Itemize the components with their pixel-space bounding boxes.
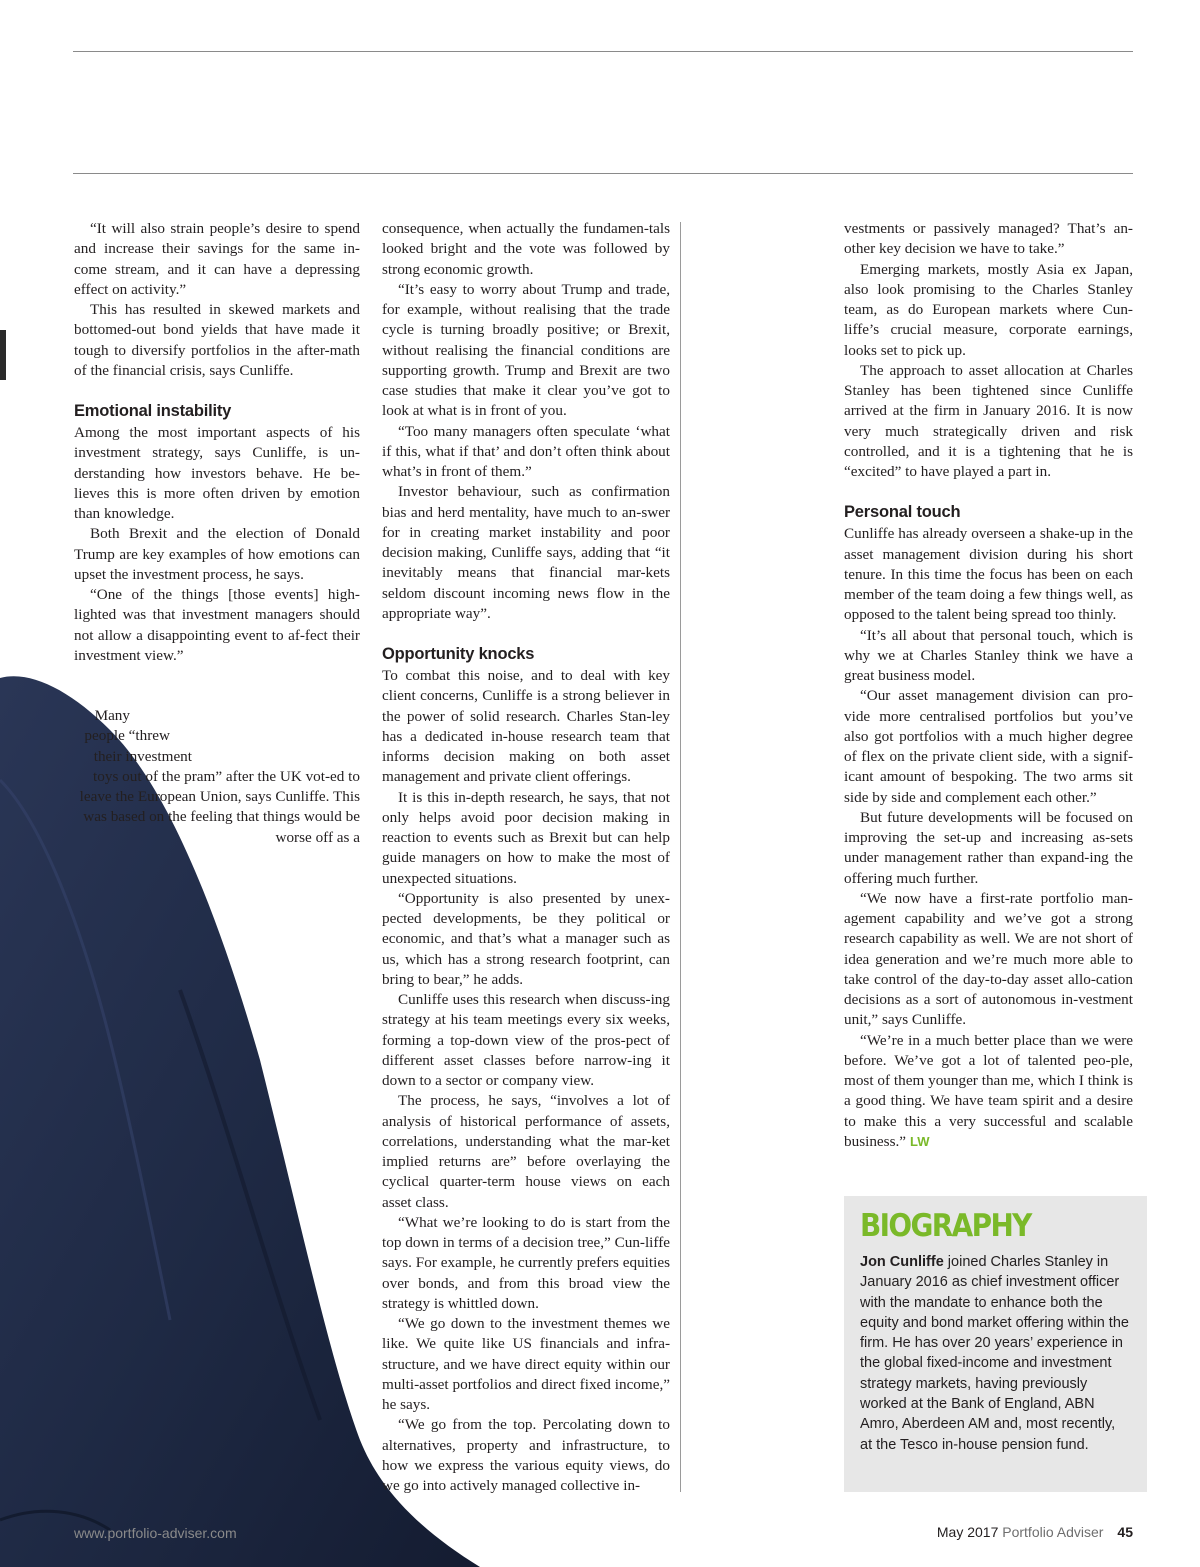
paragraph: Both Brexit and the election of Donald Trump are key examples of how emotions can upset the investment process, he says. — [74, 525, 360, 583]
paragraph: “What we’re looking to do is start from the top down in terms of a decision tree,” Cun-liffe says. For example, he currently prefers equities over bonds, and from this broad view the strategy is whittled down. — [382, 1213, 670, 1312]
paragraph: consequence, when actually the fundamen-tals looked bright and the vote was followed by strong economic growth. — [382, 220, 670, 278]
paragraph: Emerging markets, mostly Asia ex Japan, also look promising to the Charles Stanley team, as do European markets where Cun-liffe’s crucial measure, corporate earnings, looks set to pick up. — [844, 260, 1133, 359]
paragraph-wrapped: Many people “threw their investment toys out of the pram” after the UK vot-ed to leave the European Union, says Cunliffe. This was based on the feeling that things would be worse off as a — [79, 707, 360, 846]
biography-name: Jon Cunliffe — [860, 1254, 944, 1270]
footer-publication: Portfolio Adviser — [1002, 1524, 1104, 1540]
column-3 — [844, 219, 1133, 1152]
paragraph: vestments or passively managed? That’s an-other key decision we have to take.” — [844, 220, 1133, 258]
column-divider — [680, 222, 681, 1492]
paragraph: “Too many managers often speculate ‘what if this, what if that’ and don’t often think about what’s in front of them.” — [382, 422, 670, 480]
footer-folio — [937, 1524, 1133, 1540]
paragraph: This has resulted in skewed markets and bottomed-out bond yields that have made it tough to diversify portfolios in the after-math of the financial crisis, says Cunliffe. — [74, 301, 360, 379]
paragraph: To combat this noise, and to deal with key client concerns, Cunliffe is a strong believer in the power of solid research. Charles Stan-ley has a dedicated in-house research team that informs decision making on both asset management and private client offerings. — [382, 667, 670, 786]
paragraph-final — [844, 1031, 1133, 1153]
footer-website: www.portfolio-adviser.com — [74, 1525, 237, 1541]
paragraph: Investor behaviour, such as confirmation bias and herd mentality, have much to an-swer for in creating market instability and poor decision making, Cunliffe says, adding that “it inevitably means that financial mar-kets seldom discount incoming news flow in the appropriate way”. — [382, 483, 670, 622]
page-number: 45 — [1117, 1524, 1133, 1540]
paragraph: “Opportunity is also presented by unex-pected developments, be they political or economic, and that’s what a manager such as us, which has a strong research footprint, can bring to bear,” he adds. — [382, 889, 670, 988]
paragraph: “We now have a first-rate portfolio man-agement capability and we’ve got a strong research capability as well. We are not short of idea generation and we’re much more able to take control of the day-to-day asset allo-cation decisions as a sort of autonomous in-vestment unit,” says Cunliffe. — [844, 889, 1133, 1029]
footer-date: May 2017 — [936, 1524, 999, 1540]
paragraph: “We go down to the investment themes we like. We quite like US financials and infra-structure, and we have direct equity within our multi-asset portfolios and direct fixed income,” he says. — [382, 1315, 670, 1413]
paragraph: The process, he says, “involves a lot of analysis of historical performance of assets, correlations, understanding what the mar-ket implied returns are” before overlaying the cyclical quarter-term house views on each asset class. — [382, 1092, 670, 1211]
author-signoff: LW — [910, 1133, 930, 1149]
paragraph: “Our asset management division can pro-vide more centralised portfolios but you’ve also got portfolios with a much higher degree of flex on the private client side, with a signif-icant amount of bespoking. The two arms sit side by side and complement each other.” — [844, 687, 1133, 806]
paragraph: Among the most important aspects of his investment strategy, says Cunliffe, is un-derstanding how investors behave. He be-lieves this is more often driven by emotion than knowledge. — [74, 424, 360, 522]
paragraph: “We go from the top. Percolating down to alternatives, property and infrastructure, to how we express the various equity views, do we go into actively managed collective in- — [382, 1416, 670, 1494]
paragraph-text: “We’re in a much better place than we were before. We’ve got a lot of talented peo-ple, most of them younger than me, which I think is a good thing. We have team spirit and a desire to make this a very successful and scalable business.” — [844, 1031, 1133, 1150]
header-rule — [73, 173, 1133, 174]
paragraph: “It will also strain people’s desire to spend and increase their savings for the same in-come stream, and it can have a depressing effect on activity.” — [74, 220, 360, 298]
subheading-personal-touch: Personal touch — [844, 503, 961, 522]
paragraph: “One of the things [those events] high-lighted was that investment managers should not allow a disappointing event to af-fect their investment view.” — [74, 586, 360, 664]
paragraph: Cunliffe uses this research when discuss-ing strategy at his team meetings every six weeks, forming a top-down view of the pros-pect of different asset classes before narrow-ing it down to a sector or company view. — [382, 991, 670, 1089]
subheading-emotional-instability: Emotional instability — [74, 402, 232, 420]
paragraph: “It’s easy to worry about Trump and trade, for example, without realising that the trade cycle is turning broadly positive; or Brexit, without realising the financial conditions are supporting growth. Trump and Brexit are two case studies that make it clear you’ve got to look at what is in front of you. — [382, 280, 670, 420]
paragraph: The approach to asset allocation at Charles Stanley has been tightened since Cunliffe arrived at the firm in January 2016. It is now very much strategically driven and risk controlled, and it is a tightening that he is “excited” to have played a part in. — [844, 361, 1133, 480]
column-1 — [74, 219, 360, 848]
biography-box — [844, 1196, 1147, 1492]
subheading-opportunity-knocks: Opportunity knocks — [382, 645, 535, 663]
paragraph: It is this in-depth research, he says, that not only helps avoid poor decision making in reaction to events such as Brexit but can help guide managers on how to make the most of unexpected situations. — [382, 788, 670, 887]
biography-title: BIOGRAPHY — [860, 1208, 1031, 1244]
paragraph: Cunliffe has already overseen a shake-up in the asset management division during his short tenure. In this time the focus has been on each member of the team doing a few things well, as opposed to the talent being spread too thinly. — [844, 525, 1133, 624]
column-2 — [382, 219, 670, 1496]
top-rule — [73, 51, 1133, 52]
photo-edge-fragment — [0, 330, 6, 380]
paragraph: “It’s all about that personal touch, which is why we at Charles Stanley think we have a great business model. — [844, 626, 1133, 684]
biography-body: joined Charles Stanley in January 2016 as chief investment officer with the mandate to enhance both the equity and bond market offering within the firm. He has over 20 years’ experience in the global fixed-income and investment strategy markets, having previously worked at the Bank of England, ABN Amro, Aberdeen AM and, most recently, at the Tesco in-house pension fund. — [860, 1254, 1129, 1453]
paragraph: But future developments will be focused on improving the set-up and increasing as-sets under management rather than expand-ing the offering much further. — [844, 808, 1133, 887]
biography-text — [860, 1252, 1131, 1455]
